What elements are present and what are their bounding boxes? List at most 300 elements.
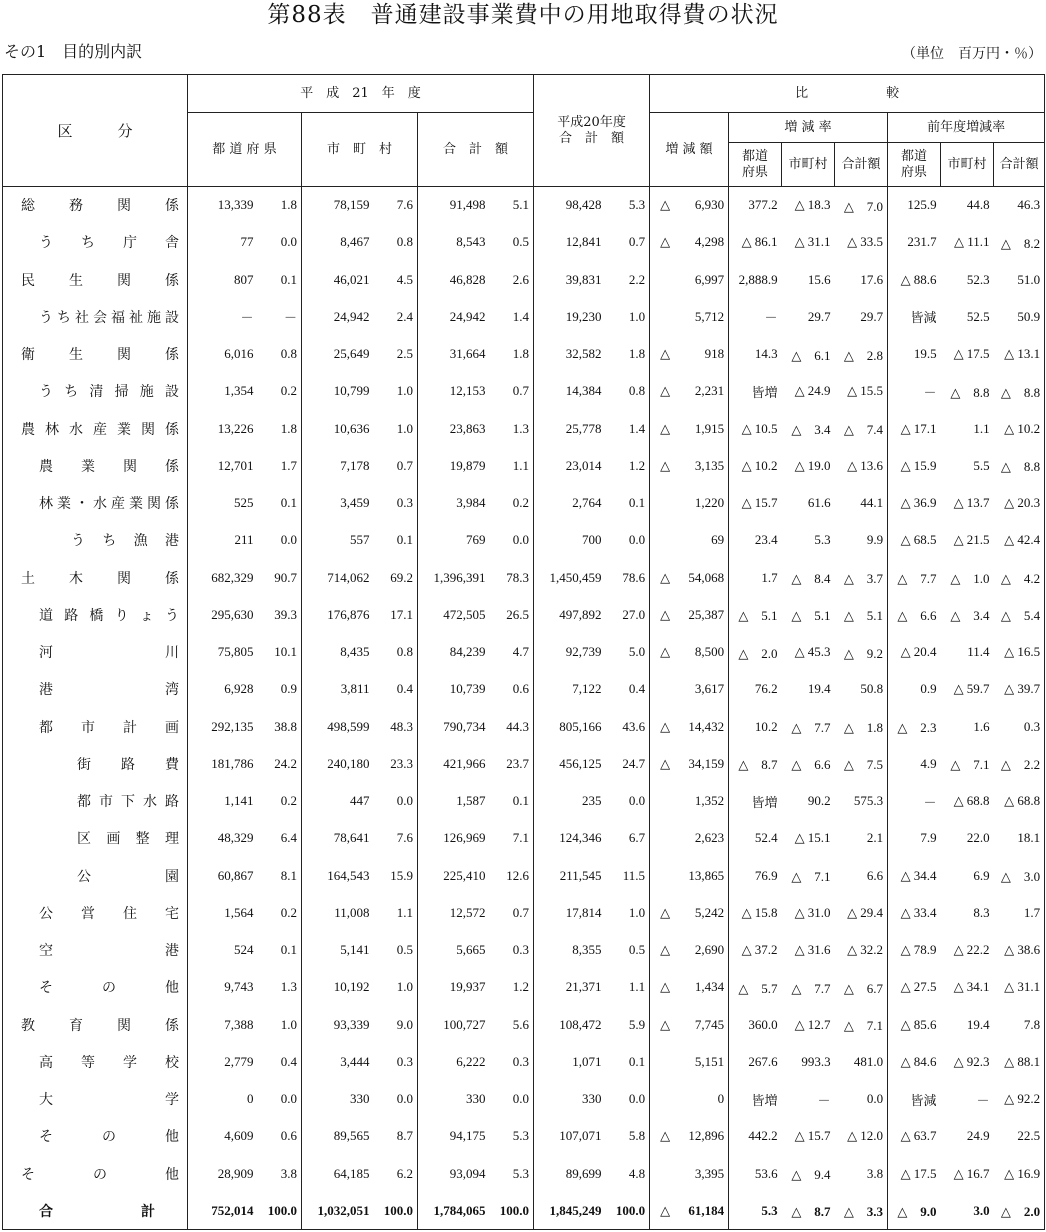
cell-col-13: △ 78.9	[900, 942, 937, 958]
row-label-text: 民生関係	[21, 272, 179, 289]
cell-col-8: 11.5	[606, 857, 650, 894]
header-cr-sum: 合計額	[835, 143, 888, 187]
cell-col-13: △ 2.3	[897, 720, 937, 736]
cell-col-3: 78,641	[333, 830, 370, 846]
table-row	[3, 783, 1045, 820]
cell-col-14: 6.9	[973, 867, 990, 883]
cell-col-15: 22.5	[994, 1118, 1045, 1155]
cell-col-14: △ 68.8	[953, 793, 990, 809]
cell-col-12: △ 29.4	[835, 894, 888, 931]
table-row	[3, 224, 1045, 261]
cell-col-7: 1,845,249	[534, 1192, 606, 1229]
cell-col-5: 1,587	[456, 793, 486, 809]
row-label-text: うち清掃施設	[39, 384, 179, 401]
cell-col-7: 21,371	[565, 979, 602, 995]
negative-mark: △	[660, 234, 671, 250]
cell-col-5: 5,665	[456, 942, 486, 958]
cell-col-13: 7.9	[920, 830, 937, 846]
cell-col-2: 0.4	[258, 1043, 302, 1080]
cell-col-5: 1,396,391	[433, 569, 486, 585]
table-row	[3, 820, 1045, 857]
cell-col-3: 3,444	[340, 1053, 370, 1069]
cell-col-14: △ 16.7	[953, 1165, 990, 1181]
table-row	[3, 1155, 1045, 1192]
cell-col-10: 10.2	[754, 718, 778, 734]
cell-col-5: 790,734	[443, 718, 486, 734]
cell-col-10: 360.0	[748, 1016, 778, 1032]
cell-col-2: 1.3	[258, 969, 302, 1006]
cell-col-4: 7.6	[374, 187, 418, 224]
cell-col-3: 8,435	[340, 644, 370, 660]
cell-col-1: 4,609	[224, 1128, 254, 1144]
table-row	[3, 1118, 1045, 1155]
cell-col-12: △ 6.7	[835, 969, 888, 1006]
cell-col-2: 38.8	[258, 708, 302, 745]
cell-col-1: 0	[247, 1091, 254, 1107]
cell-col-1: 211	[234, 532, 254, 548]
cell-col-13: △ 84.6	[900, 1053, 937, 1069]
cell-col-10: △ 15.7	[741, 495, 778, 511]
cell-col-15: △ 13.1	[994, 336, 1045, 373]
row-label	[3, 596, 188, 633]
cell-col-12: 17.6	[835, 261, 888, 298]
cell-col-6: 0.5	[490, 224, 534, 261]
cell-col-2: 8.1	[258, 857, 302, 894]
cell-col-2: －	[258, 298, 302, 335]
cell-col-12: △ 3.7	[835, 559, 888, 596]
cell-col-3: 46,021	[333, 271, 370, 287]
cell-col-13: △ 34.4	[900, 867, 937, 883]
cell-col-12: 3.8	[835, 1155, 888, 1192]
change-amount-value: 12,896	[688, 1128, 725, 1144]
cell-col-9	[650, 745, 729, 782]
cell-col-4: 1.0	[374, 373, 418, 410]
cell-col-1: 524	[234, 942, 254, 958]
cell-col-2: 0.2	[258, 373, 302, 410]
row-label	[3, 298, 188, 335]
cell-col-6: 12.6	[490, 857, 534, 894]
cell-col-11: △ 6.1	[791, 347, 831, 363]
cell-col-4: 23.3	[374, 745, 418, 782]
cell-col-9: 1,352	[650, 783, 729, 820]
cell-col-6: 1.4	[490, 298, 534, 335]
cell-col-14: 19.4	[966, 1016, 990, 1032]
cell-col-7: 805,166	[559, 718, 602, 734]
cell-col-7: 8,355	[572, 942, 602, 958]
negative-mark: △	[660, 420, 671, 436]
cell-col-12: △ 9.2	[835, 634, 888, 671]
row-label-text: 林業・水産業関係	[39, 496, 179, 513]
cell-col-13: △ 63.7	[900, 1128, 937, 1144]
header-pr-muni: 市町村	[941, 143, 994, 187]
cell-col-9	[650, 932, 729, 969]
cell-col-8: 0.1	[606, 485, 650, 522]
cell-col-6: 0.0	[490, 1081, 534, 1118]
cell-col-11: －	[817, 1092, 831, 1108]
cell-col-4: 0.3	[374, 485, 418, 522]
cell-col-2: 10.1	[258, 634, 302, 671]
cell-col-12: △ 7.1	[835, 1006, 888, 1043]
row-label	[3, 857, 188, 894]
cell-col-2: 0.1	[258, 932, 302, 969]
cell-col-15: △ 2.2	[994, 745, 1045, 782]
cell-col-4: 0.8	[374, 634, 418, 671]
cell-col-2: 90.7	[258, 559, 302, 596]
cell-col-11: 5.3	[814, 532, 831, 548]
table-row	[3, 894, 1045, 931]
change-amount-value: 918	[704, 346, 725, 362]
table-row	[3, 485, 1045, 522]
cell-col-5: 84,239	[449, 644, 486, 660]
cell-col-8: 6.7	[606, 820, 650, 857]
cell-col-7: 107,071	[559, 1128, 602, 1144]
cell-col-9	[650, 596, 729, 633]
cell-col-3: 447	[350, 793, 370, 809]
row-label-text: 都市計画	[39, 719, 179, 736]
cell-col-14: －	[976, 1092, 990, 1108]
row-label-text: 衛生関係	[21, 347, 179, 364]
cell-col-7: 25,778	[565, 420, 602, 436]
cell-col-7: 23,014	[565, 457, 602, 473]
cell-col-5: 3,984	[456, 495, 486, 511]
cell-col-7: 12,841	[565, 234, 602, 250]
row-label	[3, 1006, 188, 1043]
table-row	[3, 373, 1045, 410]
cell-col-13: △ 6.6	[897, 608, 937, 624]
cell-col-5: 91,498	[449, 197, 486, 213]
table-row	[3, 932, 1045, 969]
cell-col-3: 1,032,051	[302, 1192, 374, 1229]
cell-col-8: 4.8	[606, 1155, 650, 1192]
row-label-text: 港湾	[39, 682, 179, 699]
header-cr-pref-l1: 都道	[742, 148, 769, 164]
cell-col-11: △ 9.4	[791, 1167, 831, 1183]
cell-col-6: 5.3	[490, 1155, 534, 1192]
cell-col-9	[650, 336, 729, 373]
change-amount-value: 1,434	[694, 979, 725, 995]
cell-col-4: 69.2	[374, 559, 418, 596]
change-amount-value: 61,184	[688, 1202, 725, 1218]
cell-col-14: △ 8.8	[950, 384, 990, 400]
row-label-text: 公園	[77, 868, 179, 885]
header-pr-pref	[888, 143, 941, 187]
cell-col-6: 0.7	[490, 894, 534, 931]
cell-col-14: 8.3	[973, 904, 990, 920]
cell-col-4: 100.0	[374, 1192, 418, 1229]
row-label	[3, 224, 188, 261]
row-label	[3, 708, 188, 745]
cell-col-1: 6,928	[224, 681, 254, 697]
change-amount-value: 14,432	[688, 718, 725, 734]
cell-col-5: 12,572	[449, 904, 486, 920]
row-label	[3, 969, 188, 1006]
table-row	[3, 187, 1045, 224]
cell-col-6: 0.3	[490, 932, 534, 969]
cell-col-7: 32,582	[565, 346, 602, 362]
cell-col-1: 13,339	[217, 197, 254, 213]
row-label	[3, 410, 188, 447]
header-cr-pref-l2: 府県	[742, 164, 769, 180]
unit-note: （単位 百万円・％）	[902, 46, 1042, 62]
cell-col-5: 100,727	[443, 1016, 486, 1032]
cell-col-3: 10,192	[333, 979, 370, 995]
cell-col-8: 0.0	[606, 1081, 650, 1118]
cell-col-5: 19,937	[449, 979, 486, 995]
table-row	[3, 522, 1045, 559]
cell-col-10: 76.2	[754, 681, 778, 697]
cell-col-13: △ 17.5	[900, 1165, 937, 1181]
cell-col-11: △ 15.7	[794, 1128, 831, 1144]
cell-col-11: △ 5.1	[791, 608, 831, 624]
cell-col-10: －	[764, 310, 778, 326]
cell-col-13: 0.9	[920, 681, 937, 697]
cell-col-11: △ 19.0	[794, 457, 831, 473]
cell-col-9	[650, 1192, 729, 1229]
row-label	[3, 820, 188, 857]
negative-mark: △	[660, 1016, 671, 1032]
cell-col-14: △ 1.0	[950, 571, 990, 587]
cell-col-10: 442.2	[748, 1128, 778, 1144]
cell-col-12: △ 15.5	[835, 373, 888, 410]
cell-col-12: △ 33.5	[835, 224, 888, 261]
row-label	[3, 671, 188, 708]
cell-col-9: 0	[650, 1081, 729, 1118]
cell-col-14: △ 7.1	[950, 757, 990, 773]
cell-col-7: 89,699	[565, 1165, 602, 1181]
cell-col-2: 0.2	[258, 894, 302, 931]
cell-col-3: 25,649	[333, 346, 370, 362]
cell-col-7: 497,892	[559, 606, 602, 622]
cell-col-14: 22.0	[966, 830, 990, 846]
cell-col-10: △ 8.7	[738, 757, 778, 773]
header-compare: 比 較	[650, 75, 1045, 113]
cell-col-6: 7.1	[490, 820, 534, 857]
row-label-text: うち漁港	[71, 533, 179, 550]
cell-col-5: 46,828	[449, 271, 486, 287]
row-label-text: うち庁舎	[39, 235, 179, 252]
cell-col-1: 1,141	[224, 793, 254, 809]
cell-col-13: △ 20.4	[900, 644, 937, 660]
cell-col-3: 3,459	[340, 495, 370, 511]
cell-col-4: 0.7	[374, 447, 418, 484]
table-row	[3, 1043, 1045, 1080]
cell-col-12: 575.3	[835, 783, 888, 820]
cell-col-14: 3.0	[941, 1192, 994, 1229]
change-amount-value: 5,242	[694, 904, 725, 920]
negative-mark: △	[660, 718, 671, 734]
table-row	[3, 559, 1045, 596]
row-label-text: 河川	[39, 645, 179, 662]
header-prev-change-rate: 前年度増減率	[888, 113, 1045, 143]
cell-col-10: 52.4	[754, 830, 778, 846]
cell-col-15: △ 92.2	[994, 1081, 1045, 1118]
cell-col-11: △ 31.1	[794, 234, 831, 250]
cell-col-2: 24.2	[258, 745, 302, 782]
header-change-amount: 増 減 額	[650, 113, 729, 187]
cell-col-14: △ 17.5	[953, 346, 990, 362]
cell-col-5: 10,739	[449, 681, 486, 697]
cell-col-6: 0.2	[490, 485, 534, 522]
row-label-text: 合計	[39, 1203, 155, 1220]
table-title: 第88表 普通建設事業費中の用地取得費の状況	[267, 2, 779, 28]
negative-mark: △	[660, 942, 671, 958]
cell-col-6: 78.3	[490, 559, 534, 596]
cell-col-7: 39,831	[565, 271, 602, 287]
cell-col-11: △ 8.4	[791, 571, 831, 587]
table-row	[3, 1081, 1045, 1118]
cell-col-10: △ 5.7	[738, 980, 778, 996]
cell-col-14: 52.3	[966, 271, 990, 287]
table-row	[3, 745, 1045, 782]
row-label-text: その他	[39, 1129, 179, 1146]
cell-col-7: 456,125	[559, 755, 602, 771]
cell-col-13: 19.5	[913, 346, 937, 362]
cell-col-7: 98,428	[565, 197, 602, 213]
cell-col-1: 60,867	[217, 867, 254, 883]
cell-col-4: 15.9	[374, 857, 418, 894]
cell-col-5: 93,094	[449, 1165, 486, 1181]
cell-col-10: 23.4	[754, 532, 778, 548]
cell-col-7: 330	[582, 1091, 602, 1107]
cell-col-9	[650, 634, 729, 671]
cell-col-10: 皆増	[751, 1092, 778, 1108]
cell-col-7: 19,230	[565, 308, 602, 324]
cell-col-10: △ 10.2	[741, 457, 778, 473]
cell-col-8: 0.1	[606, 1043, 650, 1080]
cell-col-10: 皆増	[751, 384, 778, 400]
cell-col-11: 993.3	[801, 1053, 831, 1069]
cell-col-13: △ 36.9	[900, 495, 937, 511]
cell-col-10: △ 86.1	[741, 234, 778, 250]
cell-col-8: 5.9	[606, 1006, 650, 1043]
cell-col-10: 267.6	[748, 1053, 778, 1069]
row-label-text: 教育関係	[21, 1017, 179, 1034]
table-row	[3, 708, 1045, 745]
change-amount-value: 6,930	[694, 197, 725, 213]
cell-col-9: 1,220	[650, 485, 729, 522]
cell-col-15: △ 42.4	[994, 522, 1045, 559]
cell-col-6: 5.3	[490, 1118, 534, 1155]
cell-col-15: △ 31.1	[994, 969, 1045, 1006]
cell-col-1: 2,779	[224, 1053, 254, 1069]
table-row-total	[3, 1192, 1045, 1229]
cell-col-9	[650, 559, 729, 596]
negative-mark: △	[660, 606, 671, 622]
change-amount-value: 1,915	[694, 420, 725, 436]
row-label-text: 農林水産業関係	[21, 421, 179, 438]
cell-col-8: 0.0	[606, 522, 650, 559]
cell-col-7: 235	[582, 793, 602, 809]
cell-col-11: △ 6.6	[791, 757, 831, 773]
cell-col-9	[650, 187, 729, 224]
cell-col-14: 1.6	[973, 718, 990, 734]
cell-col-1: 181,786	[211, 755, 254, 771]
cell-col-3: 10,799	[333, 383, 370, 399]
cell-col-12: △ 7.4	[835, 410, 888, 447]
cell-col-10: △ 37.2	[741, 942, 778, 958]
row-label-text: 区画整理	[77, 831, 179, 848]
cell-col-8: 27.0	[606, 596, 650, 633]
cell-col-6: 1.1	[490, 447, 534, 484]
cell-col-7: 1,450,459	[549, 569, 602, 585]
header-change-rate: 増 減 率	[729, 113, 888, 143]
table-row	[3, 410, 1045, 447]
cell-col-5: 8,543	[456, 234, 486, 250]
cell-col-1: 77	[240, 234, 254, 250]
row-label-text: 総務関係	[21, 198, 179, 215]
cell-col-4: 4.5	[374, 261, 418, 298]
cell-col-10: 377.2	[748, 197, 778, 213]
cell-col-1: 13,226	[217, 420, 254, 436]
cell-col-9: 13,865	[650, 857, 729, 894]
row-label-text: うち社会福祉施設	[39, 309, 179, 326]
cell-col-3: 498,599	[327, 718, 370, 734]
row-label-text: 公営住宅	[39, 905, 179, 922]
cell-col-5: 19,879	[449, 457, 486, 473]
cell-col-12: 0.0	[835, 1081, 888, 1118]
cell-col-10: 14.3	[754, 346, 778, 362]
cell-col-4: 0.5	[374, 932, 418, 969]
cell-col-12: △ 5.1	[835, 596, 888, 633]
cell-col-15: 50.9	[994, 298, 1045, 335]
cell-col-6: 100.0	[490, 1192, 534, 1229]
cell-col-8: 0.4	[606, 671, 650, 708]
cell-col-12: △ 7.0	[835, 187, 888, 224]
cell-col-10: △ 10.5	[741, 420, 778, 436]
cell-col-6: 4.7	[490, 634, 534, 671]
cell-col-15: 51.0	[994, 261, 1045, 298]
cell-col-10: 1.7	[761, 569, 778, 585]
cell-col-11: 61.6	[807, 495, 831, 511]
cell-col-5: 6,222	[456, 1053, 486, 1069]
cell-col-4: 1.1	[374, 894, 418, 931]
cell-col-13: 皆減	[910, 1092, 937, 1108]
cell-col-12: 481.0	[835, 1043, 888, 1080]
cell-col-13: 4.9	[920, 755, 937, 771]
negative-mark: △	[660, 197, 671, 213]
row-label	[3, 447, 188, 484]
cell-col-13: △ 85.6	[900, 1016, 937, 1032]
cell-col-3: 240,180	[327, 755, 370, 771]
row-label-text: 空港	[39, 943, 179, 960]
cell-col-11: △ 7.7	[791, 980, 831, 996]
cell-col-13: △ 7.7	[897, 571, 937, 587]
header-fy21: 平 成 21 年 度	[188, 75, 534, 113]
cell-col-3: 714,062	[327, 569, 370, 585]
row-label	[3, 485, 188, 522]
row-label-text: 高等学校	[39, 1054, 179, 1071]
cell-col-2: 39.3	[258, 596, 302, 633]
cell-col-3: 89,565	[333, 1128, 370, 1144]
table-row	[3, 596, 1045, 633]
cell-col-13: 125.9	[907, 197, 937, 213]
cell-col-11: △ 45.3	[794, 644, 831, 660]
cell-col-2: 3.8	[258, 1155, 302, 1192]
cell-col-1: 525	[234, 495, 254, 511]
cell-col-8: 1.0	[606, 894, 650, 931]
cell-col-12: 50.8	[835, 671, 888, 708]
cell-col-1: 292,135	[211, 718, 254, 734]
cell-col-12: 29.7	[835, 298, 888, 335]
row-label	[3, 559, 188, 596]
table-row	[3, 969, 1045, 1006]
cell-col-8: 1.0	[606, 298, 650, 335]
header-cr-muni: 市町村	[782, 143, 835, 187]
cell-col-14: 24.9	[966, 1128, 990, 1144]
cell-col-3: 5,141	[340, 942, 370, 958]
cell-col-14: △ 11.1	[954, 234, 990, 250]
cell-col-14: △ 21.5	[953, 532, 990, 548]
